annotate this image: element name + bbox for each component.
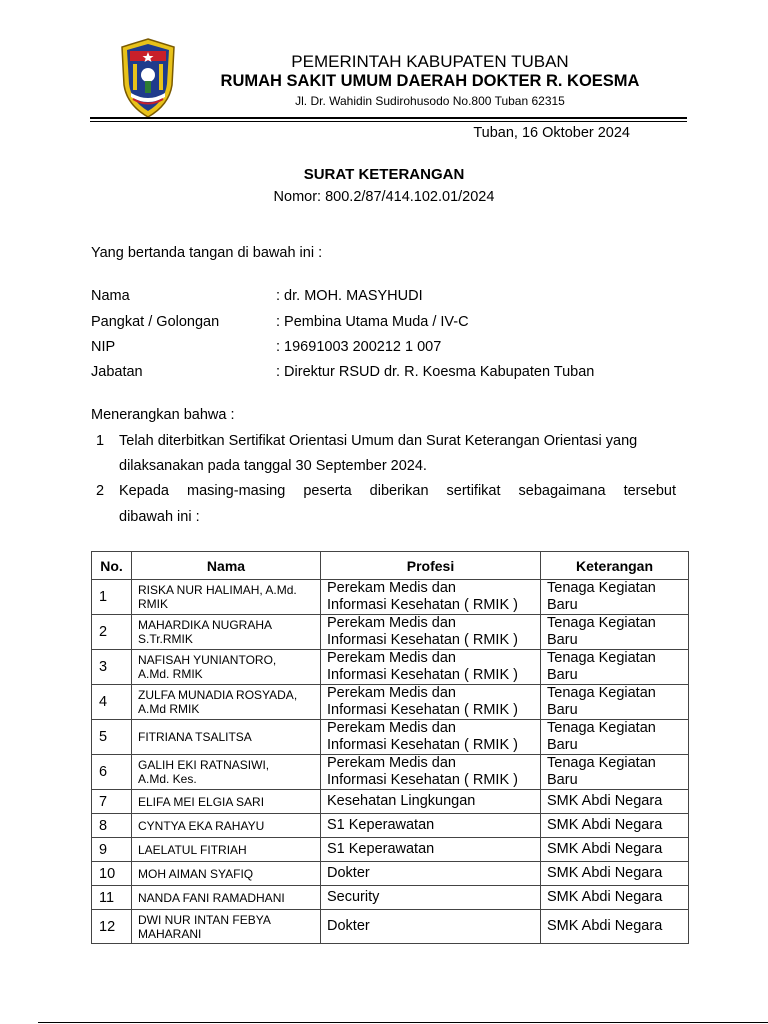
signer-value-pangkat: : Pembina Utama Muda / IV-C	[276, 314, 469, 330]
cell-nama-line: MAHARANI	[138, 926, 202, 941]
signer-label-jabatan: Jabatan	[91, 364, 143, 380]
table-row	[92, 650, 689, 685]
signer-label-pangkat: Pangkat / Golongan	[91, 314, 220, 330]
cell-nama-line: RISKA NUR HALIMAH, A.Md.	[138, 583, 297, 597]
cell-keterangan-line: Tenaga Kegiatan	[547, 615, 656, 631]
cell-profesi	[321, 720, 541, 755]
cell-profesi-line: Informasi Kesehatan ( RMIK )	[327, 667, 518, 683]
cell-profesi-line: Perekam Medis dan	[327, 720, 456, 736]
table-row	[92, 862, 689, 886]
cell-profesi-line: Perekam Medis dan	[327, 685, 456, 701]
table-row	[92, 685, 689, 720]
cell-keterangan-line: SMK Abdi Negara	[547, 793, 663, 809]
cell-nama	[132, 814, 321, 838]
table-row	[92, 814, 689, 838]
cell-keterangan-line: SMK Abdi Negara	[547, 865, 663, 881]
cell-no-line: 11	[99, 889, 115, 906]
cell-profesi	[321, 580, 541, 615]
cell-keterangan-line: Tenaga Kegiatan	[547, 720, 656, 736]
cell-nama	[132, 615, 321, 650]
cell-nama-line: S.Tr.RMIK	[138, 632, 193, 646]
cell-nama-line: MAHARDIKA NUGRAHA	[138, 618, 273, 632]
point-text-line: Kepada masing-masing peserta diberikan sertifikat sebagaimana tersebut	[119, 483, 676, 499]
cell-nama-line: NAFISAH YUNIANTORO,	[138, 653, 277, 667]
table-row	[92, 790, 689, 814]
cell-nama	[132, 886, 321, 910]
cell-keterangan-line: SMK Abdi Negara	[547, 817, 663, 833]
cell-keterangan	[541, 790, 689, 814]
cell-profesi-line: Informasi Kesehatan ( RMIK )	[327, 702, 518, 718]
cell-keterangan	[541, 685, 689, 720]
cell-profesi	[321, 650, 541, 685]
cell-no	[92, 886, 132, 910]
column-header-no: No.	[92, 552, 132, 580]
cell-keterangan-line: Tenaga Kegiatan	[547, 685, 656, 701]
regency-coat-of-arms-icon	[119, 37, 177, 119]
cell-no	[92, 755, 132, 790]
cell-keterangan	[541, 862, 689, 886]
table-row	[92, 838, 689, 862]
cell-nama-line: DWI NUR INTAN FEBYA	[138, 912, 271, 927]
page-bottom-rule	[38, 1022, 768, 1023]
cell-nama	[132, 790, 321, 814]
header-address: Jl. Dr. Wahidin Sudirohusodo No.800 Tuban 62315	[295, 94, 565, 108]
cell-nama-line: GALIH EKI RATNASIWI,	[138, 758, 270, 772]
cell-no-line: 9	[99, 841, 108, 858]
table-row	[92, 720, 689, 755]
cell-nama	[132, 838, 321, 862]
cell-profesi-line: Dokter	[327, 865, 370, 881]
cell-nama	[132, 650, 321, 685]
cell-profesi-line: Perekam Medis dan	[327, 650, 456, 666]
cell-no	[92, 580, 132, 615]
header-hospital-name: RUMAH SAKIT UMUM DAERAH DOKTER R. KOESMA	[220, 72, 640, 90]
letterhead-divider-thick	[90, 117, 687, 119]
participants-table	[91, 551, 689, 944]
cell-profesi	[321, 910, 541, 944]
table-row	[92, 580, 689, 615]
cell-nama-line: A.Md. Kes.	[138, 772, 197, 786]
point-text-line: dilaksanakan pada tanggal 30 September 2024.	[119, 458, 427, 474]
cell-keterangan	[541, 615, 689, 650]
cell-no	[92, 790, 132, 814]
cell-nama-line: CYNTYA EKA RAHAYU	[138, 818, 265, 833]
cell-no-line: 6	[99, 764, 108, 780]
cell-keterangan	[541, 720, 689, 755]
cell-nama-line: FITRIANA TSALITSA	[138, 730, 252, 744]
column-header-nama: Nama	[132, 552, 321, 580]
cell-no	[92, 814, 132, 838]
cell-no	[92, 615, 132, 650]
cell-nama-line: A.Md RMIK	[138, 702, 200, 716]
cell-keterangan-line: Baru	[547, 737, 578, 753]
cell-no-line: 8	[99, 817, 108, 834]
cell-profesi-line: Perekam Medis dan	[327, 615, 456, 631]
point-number: 2	[96, 483, 105, 499]
cell-profesi	[321, 862, 541, 886]
cell-profesi-line: Perekam Medis dan	[327, 580, 456, 596]
cell-keterangan	[541, 814, 689, 838]
cell-nama-line: RMIK	[138, 597, 168, 611]
cell-no	[92, 650, 132, 685]
cell-nama-line: ZULFA MUNADIA ROSYADA,	[138, 688, 298, 702]
cell-no	[92, 838, 132, 862]
cell-keterangan-line: Baru	[547, 667, 578, 683]
cell-nama	[132, 720, 321, 755]
table-row	[92, 615, 689, 650]
cell-keterangan	[541, 886, 689, 910]
header-government: PEMERINTAH KABUPATEN TUBAN	[291, 52, 569, 71]
signer-label-nip: NIP	[91, 339, 116, 355]
cell-nama-line: ELIFA MEI ELGIA SARI	[138, 794, 265, 809]
cell-keterangan-line: SMK Abdi Negara	[547, 889, 663, 905]
cell-no-line: 2	[99, 624, 108, 640]
cell-no	[92, 685, 132, 720]
cell-nama-line: LAELATUL FITRIAH	[138, 842, 247, 857]
letter-title: SURAT KETERANGAN	[303, 166, 465, 183]
cell-keterangan-line: Tenaga Kegiatan	[547, 650, 656, 666]
cell-no-line: 12	[99, 918, 116, 935]
cell-no	[92, 910, 132, 944]
cell-no-line: 7	[99, 793, 108, 810]
letter-date: Tuban, 16 Oktober 2024	[473, 125, 630, 141]
cell-profesi-line: Informasi Kesehatan ( RMIK )	[327, 632, 518, 648]
cell-profesi	[321, 886, 541, 910]
cell-keterangan	[541, 755, 689, 790]
cell-keterangan-line: Baru	[547, 597, 578, 613]
cell-nama	[132, 755, 321, 790]
cell-profesi	[321, 790, 541, 814]
cell-profesi	[321, 755, 541, 790]
cell-keterangan-line: Baru	[547, 702, 578, 718]
cell-keterangan-line: Baru	[547, 772, 578, 788]
menerangkan-text: Menerangkan bahwa :	[91, 407, 235, 423]
cell-no	[92, 862, 132, 886]
cell-profesi	[321, 838, 541, 862]
cell-keterangan-line: Baru	[547, 632, 578, 648]
point-text-line: dibawah ini :	[119, 509, 200, 525]
cell-profesi	[321, 685, 541, 720]
cell-profesi	[321, 814, 541, 838]
signer-value-nama: : dr. MOH. MASYHUDI	[276, 288, 423, 304]
signer-value-jabatan: : Direktur RSUD dr. R. Koesma Kabupaten Tuban	[276, 364, 595, 380]
cell-keterangan	[541, 838, 689, 862]
table-row	[92, 755, 689, 790]
cell-nama	[132, 685, 321, 720]
cell-profesi-line: Informasi Kesehatan ( RMIK )	[327, 597, 518, 613]
table-row	[92, 910, 689, 944]
point-number: 1	[96, 433, 105, 449]
cell-profesi-line: Perekam Medis dan	[327, 755, 456, 771]
signer-value-nip: : 19691003 200212 1 007	[276, 339, 442, 355]
cell-keterangan	[541, 910, 689, 944]
cell-nama	[132, 910, 321, 944]
cell-profesi-line: S1 Keperawatan	[327, 841, 435, 857]
cell-profesi-line: Security	[327, 889, 380, 905]
cell-keterangan-line: SMK Abdi Negara	[547, 841, 663, 857]
cell-no-line: 5	[99, 729, 108, 745]
letter-number: Nomor: 800.2/87/414.102.01/2024	[273, 189, 495, 205]
letterhead-divider-thin	[90, 121, 687, 122]
cell-profesi-line: Kesehatan Lingkungan	[327, 793, 476, 809]
column-header-keterangan: Keterangan	[541, 552, 689, 580]
intro-text: Yang bertanda tangan di bawah ini :	[91, 245, 323, 261]
cell-profesi-line: Informasi Kesehatan ( RMIK )	[327, 737, 518, 753]
table-row	[92, 886, 689, 910]
cell-keterangan-line: Tenaga Kegiatan	[547, 755, 656, 771]
cell-nama-line: MOH AIMAN SYAFIQ	[138, 866, 254, 881]
cell-nama-line: NANDA FANI RAMADHANI	[138, 890, 285, 905]
cell-nama	[132, 580, 321, 615]
point-text-line: Telah diterbitkan Sertifikat Orientasi Umum dan Surat Keterangan Orientasi yang	[119, 433, 638, 449]
cell-profesi-line: Informasi Kesehatan ( RMIK )	[327, 772, 518, 788]
cell-keterangan-line: SMK Abdi Negara	[547, 918, 663, 934]
cell-keterangan	[541, 580, 689, 615]
cell-profesi-line: S1 Keperawatan	[327, 817, 435, 833]
cell-profesi-line: Dokter	[327, 918, 370, 934]
cell-no-line: 4	[99, 694, 108, 710]
cell-keterangan-line: Tenaga Kegiatan	[547, 580, 656, 596]
cell-nama	[132, 862, 321, 886]
cell-no-line: 1	[99, 589, 108, 605]
cell-nama-line: A.Md. RMIK	[138, 667, 203, 681]
cell-no-line: 10	[99, 865, 116, 882]
cell-no	[92, 720, 132, 755]
cell-profesi	[321, 615, 541, 650]
cell-no-line: 3	[99, 659, 108, 675]
table-header-row	[92, 552, 689, 580]
column-header-profesi: Profesi	[321, 552, 541, 580]
cell-keterangan	[541, 650, 689, 685]
signer-label-nama: Nama	[91, 288, 130, 304]
